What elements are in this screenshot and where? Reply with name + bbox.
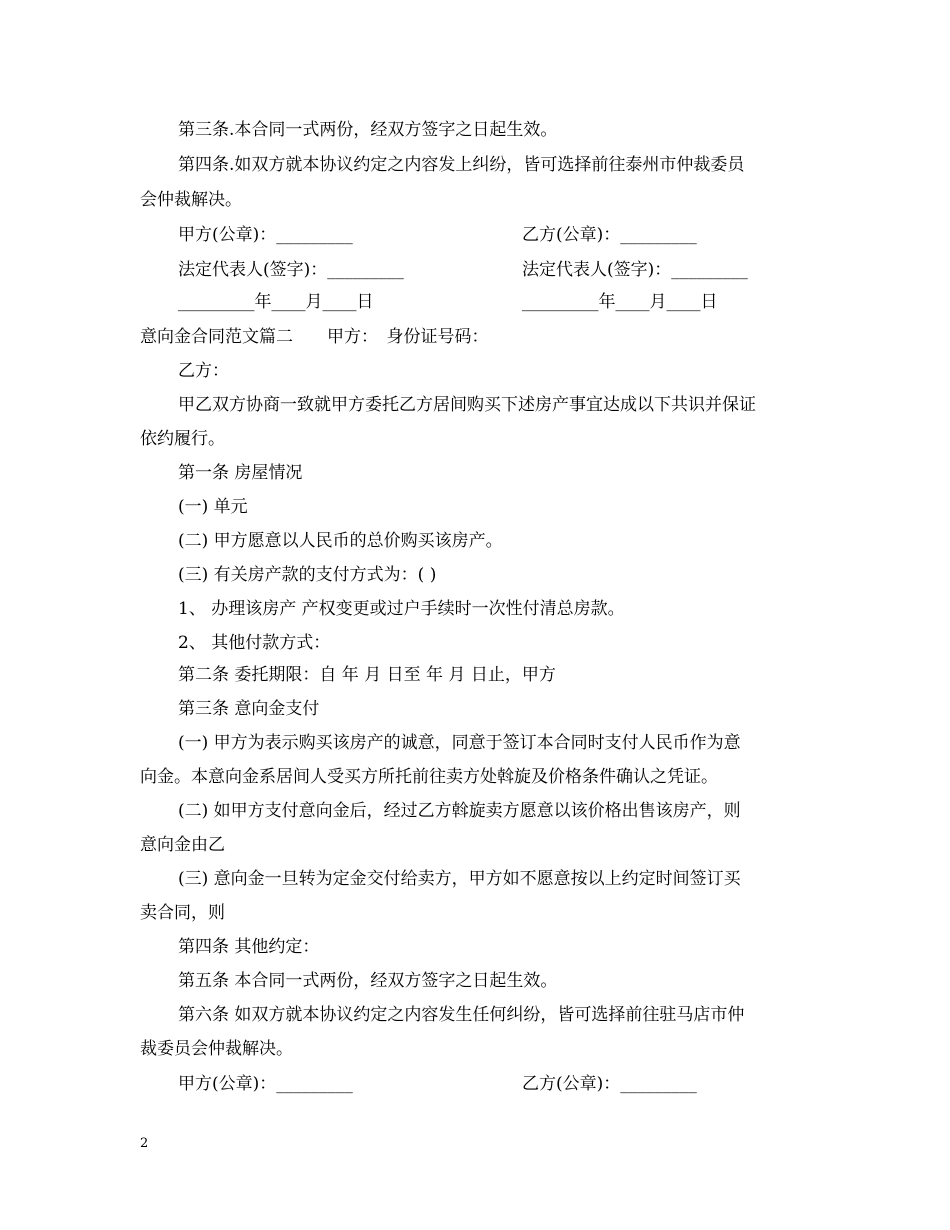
article-1-heading: 第一条 房屋情况 <box>178 463 303 483</box>
clause-4-line-2: 会仲裁解决。 <box>140 190 242 210</box>
payment-option-2: 2、 其他付款方式： <box>178 633 331 653</box>
article-1-item-1: (一) 单元 <box>178 497 248 517</box>
article-1-item-3: (三) 有关房产款的支付方式为：( ) <box>178 565 437 585</box>
intro-line-2: 依约履行。 <box>140 429 225 449</box>
article-4-line: 第四条 其他约定： <box>178 937 320 957</box>
clause-4-line-1: 第四条.如双方就本协议约定之内容发上纠纷，皆可选择前往泰州市仲裁委员 <box>178 155 745 175</box>
article-3-item-3-line-2: 卖合同，则 <box>140 903 225 923</box>
party-a-date: _________年____月____日 <box>178 292 374 312</box>
article-1-item-2: (二) 甲方愿意以人民币的总价购买该房产。 <box>178 531 503 551</box>
party-a-seal-2: 甲方(公章)：_________ <box>178 1074 353 1094</box>
section-heading-2: 意向金合同范文篇二 甲方： 身份证号码： <box>140 327 489 347</box>
article-3-item-2-line-1: (二) 如甲方支付意向金后，经过乙方斡旋卖方愿意以该价格出售该房产，则 <box>178 801 741 821</box>
article-6-line-2: 裁委员会仲裁解决。 <box>140 1039 293 1059</box>
article-3-heading: 第三条 意向金支付 <box>178 699 320 719</box>
article-3-item-2-line-2: 意向金由乙 <box>140 835 225 855</box>
page-number: 2 <box>140 1136 149 1151</box>
article-3-item-1-line-1: (一) 甲方为表示购买该房产的诚意，同意于签订本合同时支付人民币作为意 <box>178 733 741 753</box>
party-b-seal-1: 乙方(公章)：_________ <box>522 225 697 245</box>
article-3-item-3-line-1: (三) 意向金一旦转为定金交付给卖方，甲方如不愿意按以上约定时间签订买 <box>178 869 741 889</box>
party-b-date: _________年____月____日 <box>522 292 718 312</box>
party-b-seal-2: 乙方(公章)：_________ <box>522 1074 697 1094</box>
article-2-line: 第二条 委托期限：自 年 月 日至 年 月 日止，甲方 <box>178 665 556 685</box>
article-3-item-1-line-2: 向金。本意向金系居间人受买方所托前往卖方处斡旋及价格条件确认之凭证。 <box>140 767 718 787</box>
article-6-line-1: 第六条 如双方就本协议约定之内容发生任何纠纷，皆可选择前往驻马店市仲 <box>178 1005 745 1025</box>
payment-option-1: 1、 办理该房产 产权变更或过户手续时一次性付清总房款。 <box>178 599 625 619</box>
party-b-representative: 法定代表人(签字)：_________ <box>522 260 748 280</box>
intro-line-1: 甲乙双方协商一致就甲方委托乙方居间购买下述房产事宜达成以下共识并保证 <box>178 395 756 415</box>
party-a-seal-1: 甲方(公章)：_________ <box>178 225 353 245</box>
article-5-line: 第五条 本合同一式两份，经双方签字之日起生效。 <box>178 971 558 991</box>
party-a-representative: 法定代表人(签字)：_________ <box>178 260 404 280</box>
clause-3-line: 第三条.本合同一式两份，经双方签字之日起生效。 <box>178 120 558 140</box>
party-b-label: 乙方： <box>178 361 229 381</box>
